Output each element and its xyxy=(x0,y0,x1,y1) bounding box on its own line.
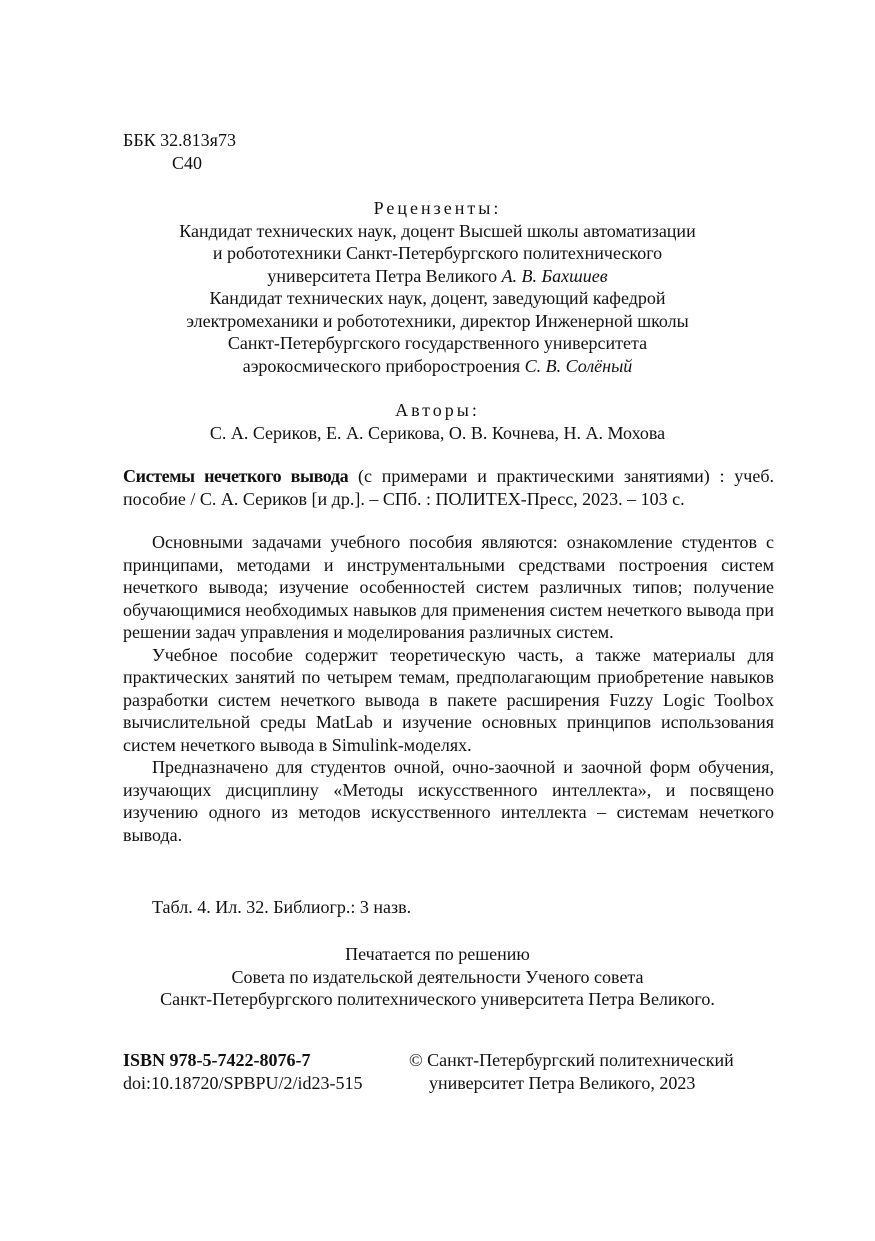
approval-line: Печатается по решению xyxy=(345,944,530,964)
authors-heading: Авторы: xyxy=(395,400,480,420)
author-mark: С40 xyxy=(172,152,203,173)
isbn: ISBN 978-5-7422-8076-7 xyxy=(123,1050,311,1070)
authors-names: С. А. Сериков, Е. А. Серикова, О. В. Кочнева, Н. А. Мохова xyxy=(209,422,666,443)
bbk-code: ББК 32.813я73 xyxy=(123,130,236,150)
abstract-paragraph: Основными задачами учебного пособия являются: ознакомление студентов с принципами, методами и инструментальными средствами построения систем нечеткого вывода; изучение особенностей систем различных типов; получение обучающимися необходимых навыков для применения систем нечеткого вывода при решении задач управления и моделирования различных систем. xyxy=(123,532,774,642)
approval-block xyxy=(110,943,765,1011)
book-title: Системы нечеткого вывода xyxy=(123,466,349,486)
classification-block xyxy=(123,129,236,174)
copyright-line: © Санкт-Петербургский политехнический xyxy=(409,1050,734,1070)
reviewer-line: и робототехники Санкт-Петербургского политехнического xyxy=(212,243,663,263)
citation-details: (с примерами и практическими занятиями) : учеб. пособие / С. А. Сериков [и др.]. – СПб. : ПОЛИТЕХ-Пресс, 2023. – 103 с. xyxy=(123,466,775,509)
authors-block xyxy=(110,399,765,444)
reviewer-line: университета Петра Великого А. В. Бахшиев xyxy=(267,265,608,286)
approval-line: Совета по издательской деятельности Ученого совета xyxy=(231,966,644,987)
doi: doi:10.18720/SPBPU/2/id23-515 xyxy=(123,1072,363,1093)
reviewer-line: электромеханики и робототехники, директор Инженерной школы xyxy=(186,310,689,331)
reviewers-block xyxy=(110,197,765,377)
reviewer-line: Кандидат технических наук, доцент Высшей школы автоматизации xyxy=(179,220,696,241)
approval-line: Санкт-Петербургского политехнического университета Петра Великого. xyxy=(160,989,715,1009)
abstract-paragraph: Учебное пособие содержит теоретическую часть, а также материалы для практических занятий по четырем темам, предполагающим приобретение навыков разработки систем нечеткого вывода в пакете расширения Fuzzy Logic Toolbox вычислительной среды MatLab и изучение основных принципов использования систем нечеткого вывода в Simulink-моделях. xyxy=(123,644,774,755)
copyright-line: университет Петра Великого, 2023 xyxy=(429,1072,696,1093)
stats-line: Табл. 4. Ил. 32. Библиогр.: 3 назв. xyxy=(152,897,412,917)
abstract-paragraph: Предназначено для студентов очной, очно-заочной и заочной форм обучения, изучающих дисциплину «Методы искусственного интеллекта», и посвящено изучению одного из методов искусственного интеллекта – системам нечеткого вывода. xyxy=(123,757,774,845)
isbn-block xyxy=(123,1049,363,1094)
reviewer-name: А. В. Бахшиев xyxy=(501,265,608,286)
reviewer-line: Кандидат технических наук, доцент, заведующий кафедрой xyxy=(209,288,666,308)
reviewer-name: С. В. Солёный xyxy=(524,355,633,376)
reviewers-heading: Рецензенты: xyxy=(373,198,502,218)
copyright-block xyxy=(409,1049,734,1094)
reviewer-line: Санкт-Петербургского государственного университета xyxy=(227,333,648,353)
bibliographic-citation xyxy=(123,465,774,510)
abstract-block xyxy=(123,531,774,846)
reviewer-line: аэрокосмического приборостроения С. В. Солёный xyxy=(242,355,633,376)
